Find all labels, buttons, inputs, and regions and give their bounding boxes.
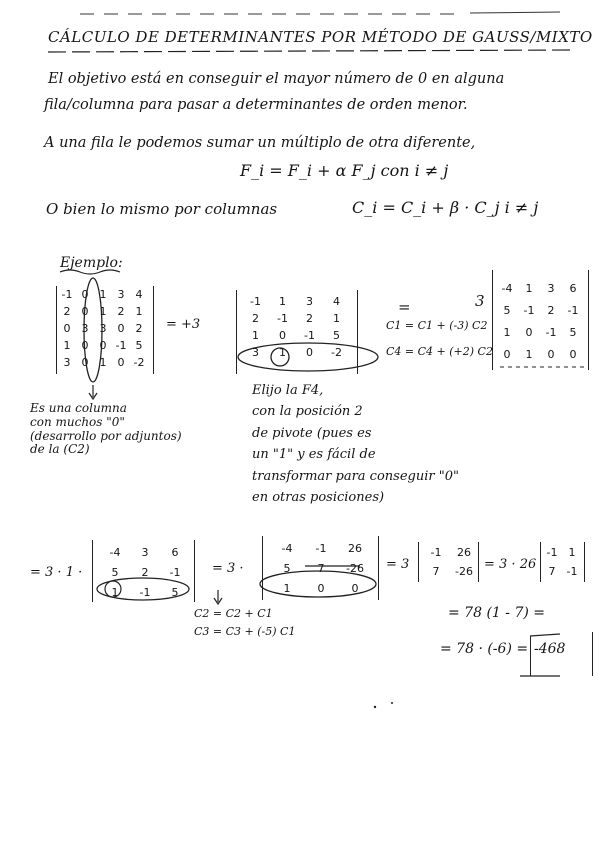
result-line-b: = 78 · (-6) = xyxy=(440,641,529,657)
matrix-cell: -1 xyxy=(430,546,442,559)
col-op-1: C1 = C1 + (-3) C2 xyxy=(386,319,488,332)
matrix-f xyxy=(422,543,478,581)
op-2: C3 = C3 + (-5) C1 xyxy=(194,625,296,638)
prefix-1: = 3 · 1 · xyxy=(30,565,83,580)
matrix-cell: -1 xyxy=(545,325,557,339)
matrix-cell: -1 xyxy=(277,312,288,325)
intro-line-4: O bien lo mismo por columnas xyxy=(46,200,278,218)
matrix-cell: 1 xyxy=(279,346,286,359)
col-op-2: C4 = C4 + (+2) C2 xyxy=(386,345,493,358)
prefix-4: = 3 · 26 xyxy=(484,557,537,572)
matrix-cell: -1 xyxy=(567,303,579,317)
prefix-3: = 3 xyxy=(386,557,410,572)
intro-line-2: fila/columna para pasar a determinantes de orden menor. xyxy=(44,97,468,113)
matrix-cell: -1 xyxy=(546,546,558,559)
note-line: con la posición 2 xyxy=(252,404,363,420)
matrix-row xyxy=(422,543,478,562)
matrix-cell: 26 xyxy=(457,546,471,559)
matrix-cell: 1 xyxy=(252,329,259,342)
matrix-row xyxy=(242,310,350,327)
note-line: transformar para conseguir "0" xyxy=(252,468,459,484)
matrix-cell: 1 xyxy=(99,356,107,369)
prefix-2: = 3 · xyxy=(212,561,244,576)
matrix-cell: 1 xyxy=(503,325,511,339)
matrix-cell: 0 xyxy=(99,339,107,352)
matrix-cell: 2 xyxy=(252,312,259,325)
matrix-cell: 6 xyxy=(171,545,179,559)
page-title: CÁLCULO DE DETERMINANTES POR MÉTODO DE GAUSS/MIXTO xyxy=(48,28,593,46)
note-line: (desarrollo por adjuntos) xyxy=(30,428,182,443)
top-dash-line-2 xyxy=(470,12,560,13)
matrix-row xyxy=(542,562,582,581)
handwritten-page: CÁLCULO DE DETERMINANTES POR MÉTODO DE GAUSS/MIXTO El objetivo está en conseguir el mayor número de 0 en alguna fila/columna para pasar a determinantes de orden menor. A una fila le podemos sumar un múltiplo de otra diferente, F_i = F_i + α F_j con i ≠ j O bien lo mismo por columnas C_i = C_i + β · C_j i ≠ j Ejemplo: -1 0 1 3 4 2 0 1 2 1 0 3 3 0 2 1 0 0 -1 5 3 0 1 0 -2 = +3 -1 1 3 4 2 -1 2 1 1 0 -1 5 3 1 0 -2 = C1 = C1 + (-3) C2 C4 = C4 + (+2) C2 3 -4 1 3 6 5 -1 2 -1 1 0 -1 5 0 1 0 0 Es una columna con muchos "0" (desarrollo por adjuntos) de la (C2) Elijo la F4, con la posición 2 de pivote (pues es un "1" y es fácil de transformar para conseguir "0" en otras posiciones) = 3 · 1 · -4 3 6 5 2 -1 1 -1 5 = 3 · -4 -1 26 5 7 -26 1 0 0 C2 = C2 + C1 C3 = C3 + (-5) C1 = 3 -1 26 7 -26 = 3 · 26 -1 1 7 -1 = 78 (1 - 7) = = 78 · (-6) = -468 xyxy=(0,0,599,848)
note-line: de la (C2) xyxy=(30,442,90,457)
matrix-cell: 3 xyxy=(547,281,555,295)
matrix-cell: 2 xyxy=(63,305,71,318)
matrix-cell: 7 xyxy=(432,565,440,578)
matrix-cell: 1 xyxy=(283,581,291,595)
matrix-cell: -26 xyxy=(346,561,364,575)
matrix-c xyxy=(496,277,584,365)
matrix-row xyxy=(58,354,148,371)
note-line: Elijo la F4, xyxy=(252,383,324,398)
final-result: -468 xyxy=(534,641,566,657)
matrix-cell: 2 xyxy=(117,305,125,318)
matrix-row xyxy=(100,582,190,602)
matrix-cell: 1 xyxy=(568,546,576,559)
matrix-row xyxy=(242,293,350,310)
matrix-cell: 1 xyxy=(99,288,107,301)
matrix-cell: 5 xyxy=(333,329,340,342)
matrix-e xyxy=(270,538,372,598)
matrix-row xyxy=(270,578,372,598)
matrix-cell: 1 xyxy=(525,347,533,361)
matrix-row xyxy=(242,327,350,344)
matrix-cell: 7 xyxy=(548,565,556,578)
matrix-row xyxy=(542,543,582,562)
matrix-row xyxy=(58,337,148,354)
matrix-cell: 4 xyxy=(135,288,143,301)
matrix-row xyxy=(58,286,148,303)
matrix-cell: -1 xyxy=(304,329,315,342)
intro-line-1: El objetivo está en conseguir el mayor número de 0 en alguna xyxy=(48,71,505,87)
matrix-cell: 0 xyxy=(117,356,125,369)
matrix-cell: 5 xyxy=(135,339,143,352)
matrix-cell: 7 xyxy=(317,561,325,575)
matrix-row xyxy=(242,344,350,361)
matrix-cell: 0 xyxy=(279,329,286,342)
matrix-cell: 2 xyxy=(306,312,313,325)
note-line: un "1" y es fácil de xyxy=(252,447,376,463)
matrix-cell: 1 xyxy=(279,295,286,308)
matrix-cell: -1 xyxy=(115,339,127,352)
matrix-cell: -1 xyxy=(139,585,151,599)
matrix-row xyxy=(496,321,584,343)
matrix-cell: 1 xyxy=(333,312,340,325)
matrix-cell: 0 xyxy=(81,339,89,352)
matrix-cell: 0 xyxy=(525,325,533,339)
matrix-row xyxy=(270,558,372,578)
matrix-cell: 0 xyxy=(81,305,89,318)
matrix-cell: -1 xyxy=(61,288,73,301)
matrix-row xyxy=(270,538,372,558)
matrix-cell: 3 xyxy=(81,322,89,335)
matrix-cell: 0 xyxy=(117,322,125,335)
matrix-cell: -26 xyxy=(455,565,473,578)
matrix-cell: 3 xyxy=(63,356,71,369)
note-line: de pivote (pues es xyxy=(252,425,372,441)
matrix-row xyxy=(496,277,584,299)
equals-coef: = +3 xyxy=(166,317,201,332)
matrix-cell: 5 xyxy=(283,561,291,575)
matrix-cell: 2 xyxy=(547,303,555,317)
matrix-row xyxy=(422,562,478,581)
matrix-cell: -4 xyxy=(501,281,513,295)
matrix-cell: 5 xyxy=(111,565,119,579)
formula-rows: F_i = F_i + α F_j con i ≠ j xyxy=(240,161,449,180)
matrix-cell: -1 xyxy=(523,303,535,317)
note-line: en otras posiciones) xyxy=(252,490,385,506)
matrix-cell: -2 xyxy=(331,346,342,359)
matrix-cell: 0 xyxy=(569,347,577,361)
title-underline xyxy=(48,50,575,52)
matrix-cell: -4 xyxy=(109,545,121,559)
matrix-cell: 6 xyxy=(569,281,577,295)
matrix-cell: 2 xyxy=(141,565,149,579)
matrix-cell: 0 xyxy=(306,346,313,359)
matrix-cell: 0 xyxy=(81,288,89,301)
matrix-b xyxy=(242,293,350,361)
matrix-cell: 3 xyxy=(252,346,259,359)
matrix-cell: -1 xyxy=(566,565,578,578)
matrix-cell: 0 xyxy=(81,356,89,369)
matrix-row xyxy=(58,320,148,337)
op-1: C2 = C2 + C1 xyxy=(194,607,273,620)
matrix-cell: 3 xyxy=(306,295,313,308)
matrix-cell: 3 xyxy=(141,545,149,559)
matrix-cell: -4 xyxy=(281,541,293,555)
matrix-cell: 5 xyxy=(569,325,577,339)
matrix-row xyxy=(496,299,584,321)
matrix-row xyxy=(100,542,190,562)
matrix-cell: 3 xyxy=(117,288,125,301)
formula-cols: C_i = C_i + β · C_j i ≠ j xyxy=(352,198,539,217)
matrix-cell: 26 xyxy=(348,541,362,555)
matrix-cell: 4 xyxy=(333,295,340,308)
matrix-cell: 5 xyxy=(503,303,511,317)
matrix-cell: 0 xyxy=(351,581,359,595)
note-column xyxy=(30,402,182,457)
matrix-cell: 0 xyxy=(547,347,555,361)
matrix-cell: -1 xyxy=(315,541,327,555)
matrix-cell: 1 xyxy=(111,585,119,599)
matrix-d xyxy=(100,542,190,602)
note-pivot xyxy=(252,380,459,509)
matrix-cell: 1 xyxy=(99,305,107,318)
intro-line-3: A una fila le podemos sumar un múltiplo de otra diferente, xyxy=(44,135,476,151)
matrix-cell: -1 xyxy=(169,565,181,579)
matrix-cell: 2 xyxy=(135,322,143,335)
matrix-cell: 0 xyxy=(503,347,511,361)
result-line-a: = 78 (1 - 7) = xyxy=(448,605,545,621)
matrix-cell: 0 xyxy=(317,581,325,595)
example-label: Ejemplo: xyxy=(60,255,123,271)
matrix-g xyxy=(542,543,582,581)
matrix-row xyxy=(496,343,584,365)
matrix-cell: -2 xyxy=(133,356,145,369)
note-line: con muchos "0" xyxy=(30,414,125,429)
matrix-row xyxy=(58,303,148,320)
matrix-cell: 5 xyxy=(171,585,179,599)
matrix-cell: 1 xyxy=(525,281,533,295)
matrix-cell: 0 xyxy=(63,322,71,335)
matrix-row xyxy=(100,562,190,582)
matrix-a xyxy=(58,286,148,371)
coef-c: 3 xyxy=(475,292,485,310)
matrix-cell: -1 xyxy=(250,295,261,308)
matrix-cell: 3 xyxy=(99,322,107,335)
matrix-cell: 1 xyxy=(135,305,143,318)
matrix-cell: 1 xyxy=(63,339,71,352)
note-line: Es una columna xyxy=(30,401,127,415)
